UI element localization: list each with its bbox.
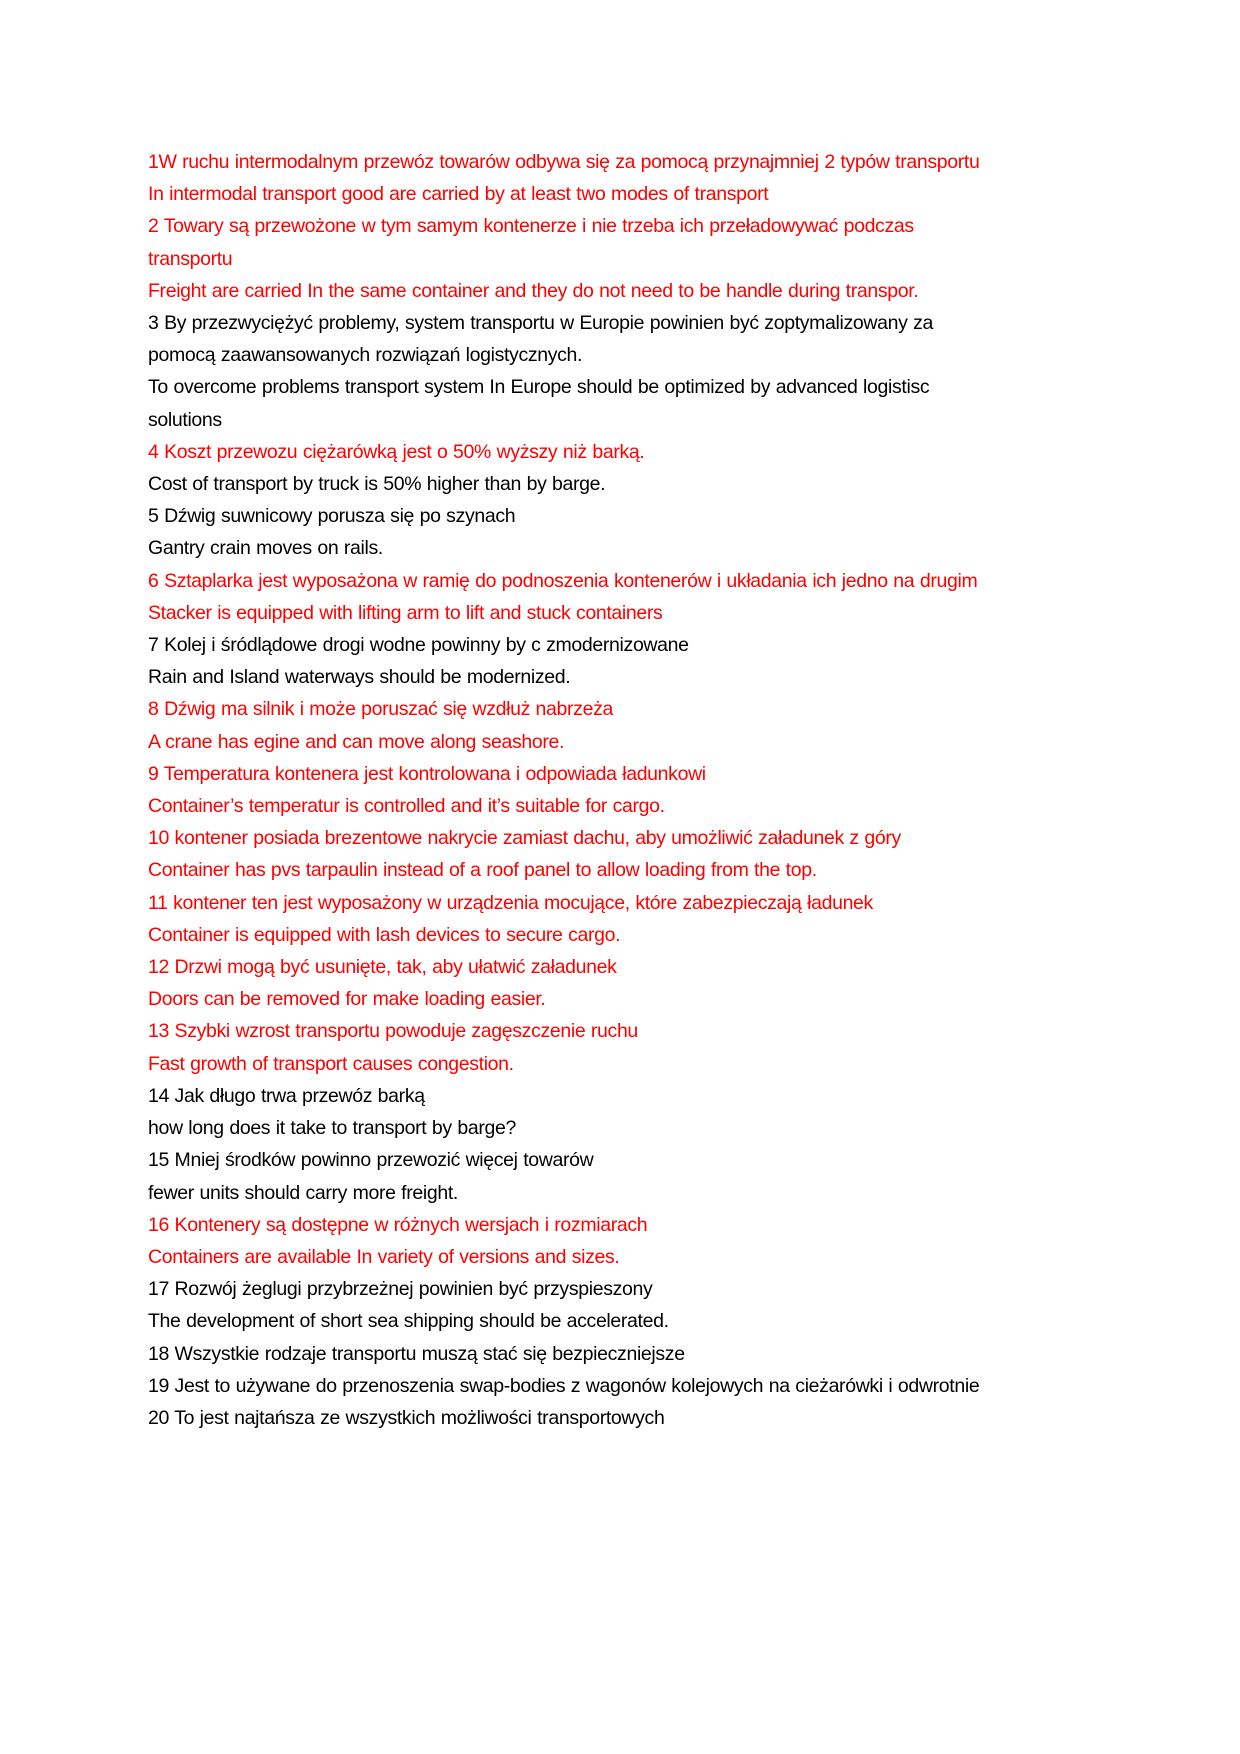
text-line: 18 Wszystkie rodzaje transportu muszą stać się bezpieczniejsze: [148, 1342, 685, 1365]
text-line: In intermodal transport good are carried by at least two modes of transport: [148, 183, 769, 206]
text-line: Container’s temperatur is controlled and it’s suitable for cargo.: [148, 795, 665, 818]
text-line: fewer units should carry more freight.: [148, 1181, 458, 1204]
text-line: 19 Jest to używane do przenoszenia swap-bodies z wagonów kolejowych na cieżarówki i odwrotnie: [148, 1374, 980, 1397]
text-line: 16 Kontenery są dostępne w różnych wersjach i rozmiarach: [148, 1213, 648, 1236]
document-text-body: [148, 146, 1148, 1434]
text-line: 1W ruchu intermodalnym przewóz towarów odbywa się za pomocą przynajmniej 2 typów transportu: [148, 151, 980, 173]
text-line: 2 Towary są przewożone w tym samym kontenerze i nie trzeba ich przeładowywać podczas: [148, 215, 914, 238]
text-line: 9 Temperatura kontenera jest kontrolowana i odpowiada ładunkowi: [148, 762, 706, 785]
text-line: 5 Dźwig suwnicowy porusza się po szynach: [148, 505, 516, 528]
text-line: Rain and Island waterways should be modernized.: [148, 666, 571, 689]
text-line: The development of short sea shipping should be accelerated.: [148, 1310, 669, 1333]
text-line: Container is equipped with lash devices to secure cargo.: [148, 923, 621, 946]
text-line: solutions: [148, 408, 222, 431]
text-line: 17 Rozwój żeglugi przybrzeżnej powinien być przyspieszony: [148, 1278, 653, 1301]
text-line: pomocą zaawansowanych rozwiązań logistycznych.: [148, 344, 583, 367]
text-line: A crane has egine and can move along seashore.: [148, 730, 565, 753]
text-line: Cost of transport by truck is 50% higher than by barge.: [148, 473, 606, 496]
text-line: 6 Sztaplarka jest wyposażona w ramię do podnoszenia kontenerów i układania ich jedno na drugim: [148, 569, 978, 592]
text-line: 4 Koszt przewozu ciężarówką jest o 50% wyższy niż barką.: [148, 440, 645, 463]
text-line: transportu: [148, 247, 233, 270]
text-line: 14 Jak długo trwa przewóz barką: [148, 1084, 425, 1107]
text-line: Gantry crain moves on rails.: [148, 537, 383, 560]
text-line: 10 kontener posiada brezentowe nakrycie zamiast dachu, aby umożliwić załadunek z góry: [148, 827, 901, 850]
text-line: 12 Drzwi mogą być usunięte, tak, aby ułatwić załadunek: [148, 956, 617, 979]
text-line: Containers are available In variety of versions and sizes.: [148, 1245, 620, 1268]
text-line: Fast growth of transport causes congestion.: [148, 1052, 514, 1075]
text-line: 8 Dźwig ma silnik i może poruszać się wzdłuż nabrzeża: [148, 698, 613, 721]
text-line: 11 kontener ten jest wyposażony w urządzenia mocujące, które zabezpieczają ładunek: [148, 891, 873, 914]
text-line: 15 Mniej środków powinno przewozić więcej towarów: [148, 1149, 594, 1172]
text-line: Freight are carried In the same container and they do not need to be handle during transpor.: [148, 279, 919, 302]
text-line: Stacker is equipped with lifting arm to lift and stuck containers: [148, 601, 663, 624]
text-line: 13 Szybki wzrost transportu powoduje zagęszczenie ruchu: [148, 1020, 638, 1043]
text-line: 3 By przezwyciężyć problemy, system transportu w Europie powinien być zoptymalizowany za: [148, 312, 933, 335]
text-line: how long does it take to transport by barge?: [148, 1117, 517, 1140]
text-line: To overcome problems transport system In Europe should be optimized by advanced logistisc: [148, 376, 930, 399]
text-line: Container has pvs tarpaulin instead of a roof panel to allow loading from the top.: [148, 859, 817, 882]
text-line: Doors can be removed for make loading easier.: [148, 988, 546, 1011]
text-line: 7 Kolej i śródlądowe drogi wodne powinny by c zmodernizowane: [148, 634, 689, 657]
text-line: 20 To jest najtańsza ze wszystkich możliwości transportowych: [148, 1406, 665, 1429]
